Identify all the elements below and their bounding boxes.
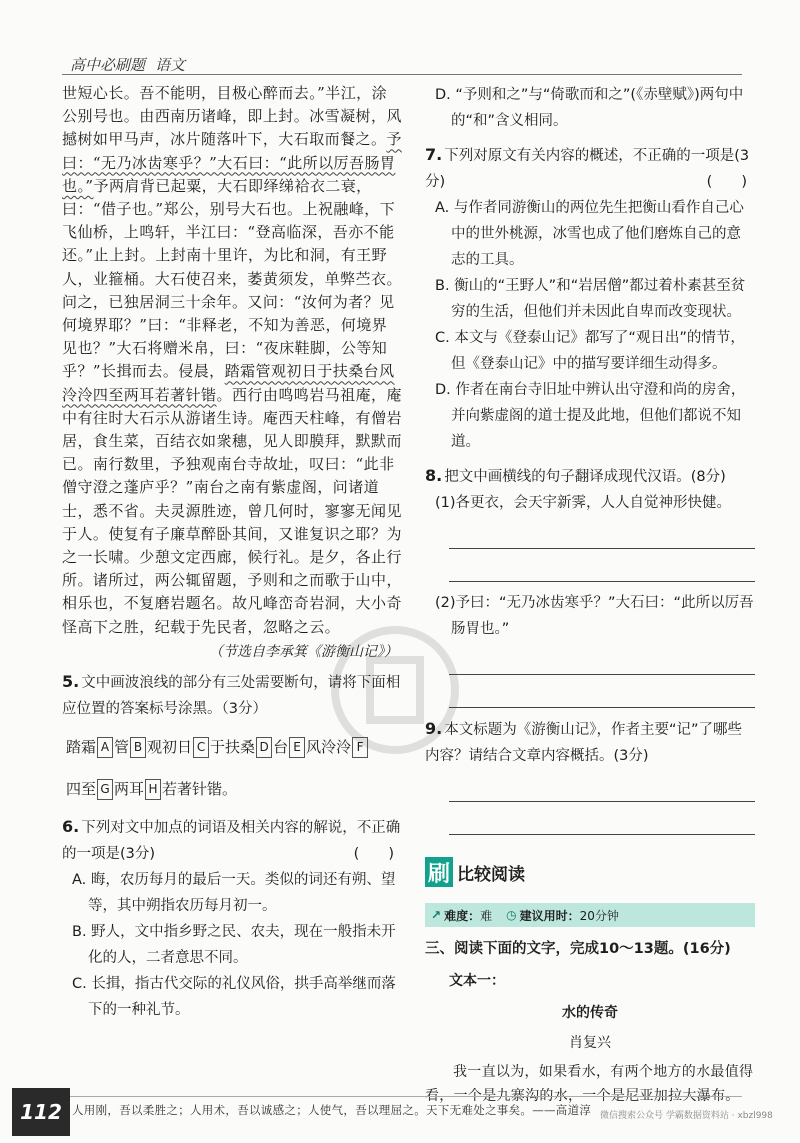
q9-number: 9. bbox=[425, 719, 443, 738]
passage-wavy-2: 踏霜管观初日于扶桑台风泠泠四至两耳若著针锴 bbox=[62, 362, 395, 404]
article-author: 肖复兴 bbox=[569, 1035, 611, 1051]
passage-seg2: 予两肩背已起粟，大石即绎绨袷衣二衰，曰：“借子也。”郑公，别号大石也。上祝融峰，下飞仙桥，上鸣轩，半江曰：“登高临深，吾亦不能还。”止上封。上封南十里许，为比和洞，有王野人，业箍桶。大石使召来，萎黄须发，单弊苎衣。问之，已独居洞三十余年。又问：“汝何为者？见何境界耶？”曰：“非释老，不知为善恶，何境界见也？”大石将赠米帛，曰：“夜床鞋脚，公等知乎？”长揖而去。侵晨， bbox=[62, 176, 402, 381]
q6-text: 下列对文中加点的词语及相关内容的解说，不正确的一项是(3分) bbox=[62, 819, 401, 862]
q5-box-d[interactable]: D bbox=[256, 737, 272, 758]
q7-option-c[interactable]: C. 本文与《登泰山记》都写了“观日出”的情节，但《登泰山记》中的描写要详细生动得多。 bbox=[435, 330, 745, 372]
footer-motto: 人用刚，吾以柔胜之；人用术，吾以诚感之；人使气，吾以理屈之。天下无难处之事矣。——高道淳 bbox=[72, 1103, 592, 1117]
header-rule bbox=[62, 74, 742, 75]
q8-answer-line-4[interactable] bbox=[449, 675, 755, 708]
footer-watermark: 微信搜索公众号 学霸数据资料站 · xbzl998 bbox=[600, 1111, 773, 1121]
q5-box-c[interactable]: C bbox=[193, 737, 209, 758]
q5-seg: 观初日 bbox=[147, 737, 193, 756]
article-body: 我一直以为，如果看水，有两个地方的水最值得看，一个是九寨沟的水，一个是尼亚加拉大瀑布。 bbox=[425, 1064, 754, 1104]
chart-icon: ↗ bbox=[431, 908, 442, 922]
passage-underlined-1: 予曰：“无乃冰齿寒乎？”大石曰：“此所以厉吾肠胃也。” bbox=[62, 130, 402, 195]
q5-seg: 管 bbox=[114, 737, 130, 756]
article-title: 水的传奇 bbox=[562, 1005, 618, 1021]
passage-text bbox=[62, 82, 402, 639]
q5-box-e[interactable]: E bbox=[289, 737, 305, 758]
q5-seg: 台 bbox=[273, 737, 289, 756]
q5-seg: 踏霜 bbox=[66, 737, 97, 756]
subject-title: 语文 bbox=[155, 56, 186, 74]
q6-continued bbox=[425, 82, 755, 134]
left-column bbox=[62, 82, 402, 1023]
footer-rule bbox=[70, 1096, 742, 1097]
q7-option-b[interactable]: B. 衡山的“王野人”和“岩居僧”都过着朴素甚至贫穷的生活，但他们并未因此自卑而改变现状。 bbox=[435, 278, 746, 320]
q5-seg: 于扶桑 bbox=[210, 737, 256, 756]
clock-icon: ◷ bbox=[506, 908, 517, 922]
q7-answer-paren[interactable]: ( ) bbox=[706, 174, 747, 190]
section-title: 比较阅读 bbox=[457, 864, 525, 885]
section-heading bbox=[425, 855, 755, 889]
q7-option-d[interactable]: D. 作者在南台寺旧址中辨认出守澄和尚的房舍，并向紫虚阁的道士提及此地，但他们都说不知道。 bbox=[435, 382, 746, 450]
page-number: 112 bbox=[12, 1088, 70, 1136]
question-9 bbox=[425, 716, 755, 835]
right-column bbox=[425, 82, 755, 1108]
time-label: 建议用时： bbox=[519, 908, 580, 923]
q6-option-d[interactable]: D. “予则和之”与“倚歌而和之”(《赤壁赋》)两句中的“和”含义相同。 bbox=[435, 87, 744, 129]
difficulty-label: 难度： bbox=[444, 908, 481, 923]
q9-answer-line-2[interactable] bbox=[449, 802, 755, 835]
question-6 bbox=[62, 814, 402, 1023]
q7-text: 下列对原文有关内容的概述，不正确的一项是(3分) bbox=[425, 148, 750, 190]
q8-answer-line-3[interactable] bbox=[449, 642, 755, 675]
difficulty-bar bbox=[425, 903, 755, 927]
q7-number: 7. bbox=[425, 145, 443, 164]
q6-option-a[interactable]: A. 晦，农历每月的最后一天。类似的词还有朔、望等，其中朔指农历每月初一。 bbox=[72, 871, 396, 914]
book-title: 高中必刷题 bbox=[70, 56, 146, 74]
passage-source: （节选自李承箕《游衡山记》） bbox=[209, 643, 398, 660]
q8-answer-line-1[interactable] bbox=[449, 516, 755, 549]
q8-sentence-1: (1)各更衣，会天宇新霁，人人自觉神形快健。 bbox=[435, 495, 732, 511]
q5-box-f[interactable]: F bbox=[352, 737, 368, 758]
q8-text: 把文中画横线的句子翻译成现代汉语。(8分) bbox=[444, 469, 726, 485]
q9-answer-line-1[interactable] bbox=[449, 769, 755, 802]
q5-box-g[interactable]: G bbox=[97, 779, 113, 800]
passage-seg1: 世短心长。吾不能明，目极心醉而去。”半江，涂公别号也。由西南历诸峰，即上封。冰雪凝树，风撼树如甲马声，冰片随落叶下，大石取而餐之。 bbox=[62, 84, 402, 149]
q5-seg: 风泠泠 bbox=[306, 737, 352, 756]
running-header bbox=[70, 54, 185, 75]
question-7 bbox=[425, 142, 755, 455]
q6-number: 6. bbox=[62, 816, 80, 836]
q5-seg: 四至 bbox=[66, 779, 97, 798]
q5-seg: 若著针锴。 bbox=[162, 779, 238, 798]
q6-option-c[interactable]: C. 长揖，指古代交际的礼仪风俗，拱手高举继而落下的一种礼节。 bbox=[72, 975, 396, 1018]
q5-number: 5. bbox=[62, 671, 80, 691]
q5-box-a[interactable]: A bbox=[97, 737, 113, 758]
time-value: 20分钟 bbox=[579, 908, 619, 923]
brush-logo-icon: 刷 bbox=[425, 857, 453, 887]
q5-answer-row-2 bbox=[66, 772, 402, 806]
q5-seg: 两耳 bbox=[114, 779, 145, 798]
passage-seg3: 。西行由鸣鸣岩马祖庵，庵中有往时大石示从游诸生诗。庵西天柱峰，有僧岩居，食生菜，百结衣如衆穗，见人即膜拜，默默而已。南行数里，予独观南台寺故址，叹曰：“此非僧守澄之蓬庐乎？”南台之南有紫虚阁，问诸道士，悉不省。夫灵源胜迹，曾几何时，寥寥无闻见于人。使复有子廉草醉卧其间，又谁复识之耶？为之一长啸。少憩文定西廊，候行礼。是夕，各止行所。诸所过，两公辄留题，予则和之而歌于山中，相乐也，不复磨岩题名。故凡峰峦奇岩洞，大小奇怪高下之胜，纪载于先民者，忽略之云。 bbox=[62, 385, 402, 636]
difficulty-value: 难 bbox=[480, 908, 493, 923]
text-one-label: 文本一： bbox=[449, 973, 505, 989]
question-5 bbox=[62, 669, 402, 722]
q8-answer-line-2[interactable] bbox=[449, 549, 755, 582]
q6-answer-paren[interactable]: ( ) bbox=[353, 845, 394, 862]
q5-box-h[interactable]: H bbox=[145, 779, 161, 800]
part-three-instruction: 三、阅读下面的文字，完成10～13题。(16分) bbox=[425, 941, 731, 957]
q7-option-a[interactable]: A. 与作者同游衡山的两位先生把衡山看作自己心中的世外桃源，冰雪也成了他们磨炼自己的意志的工具。 bbox=[435, 200, 744, 268]
q8-sentence-2: (2)予曰：“无乃冰齿寒乎？”大石曰：“此所以厉吾肠胃也。” bbox=[435, 595, 754, 637]
q5-box-b[interactable]: B bbox=[130, 737, 146, 758]
q6-option-b[interactable]: B. 野人，文中指乡野之民、农夫，现在一般指未开化的人，二者意思不同。 bbox=[72, 923, 396, 966]
q5-answer-row-1 bbox=[66, 730, 402, 764]
q5-text: 文中画波浪线的部分有三处需要断句，请将下面相应位置的答案标号涂黑。（3分） bbox=[62, 674, 401, 717]
q8-number: 8. bbox=[425, 466, 443, 485]
q9-text: 本文标题为《游衡山记》，作者主要“记”了哪些内容？请结合文章内容概括。(3分) bbox=[425, 722, 742, 764]
question-8 bbox=[425, 463, 755, 708]
